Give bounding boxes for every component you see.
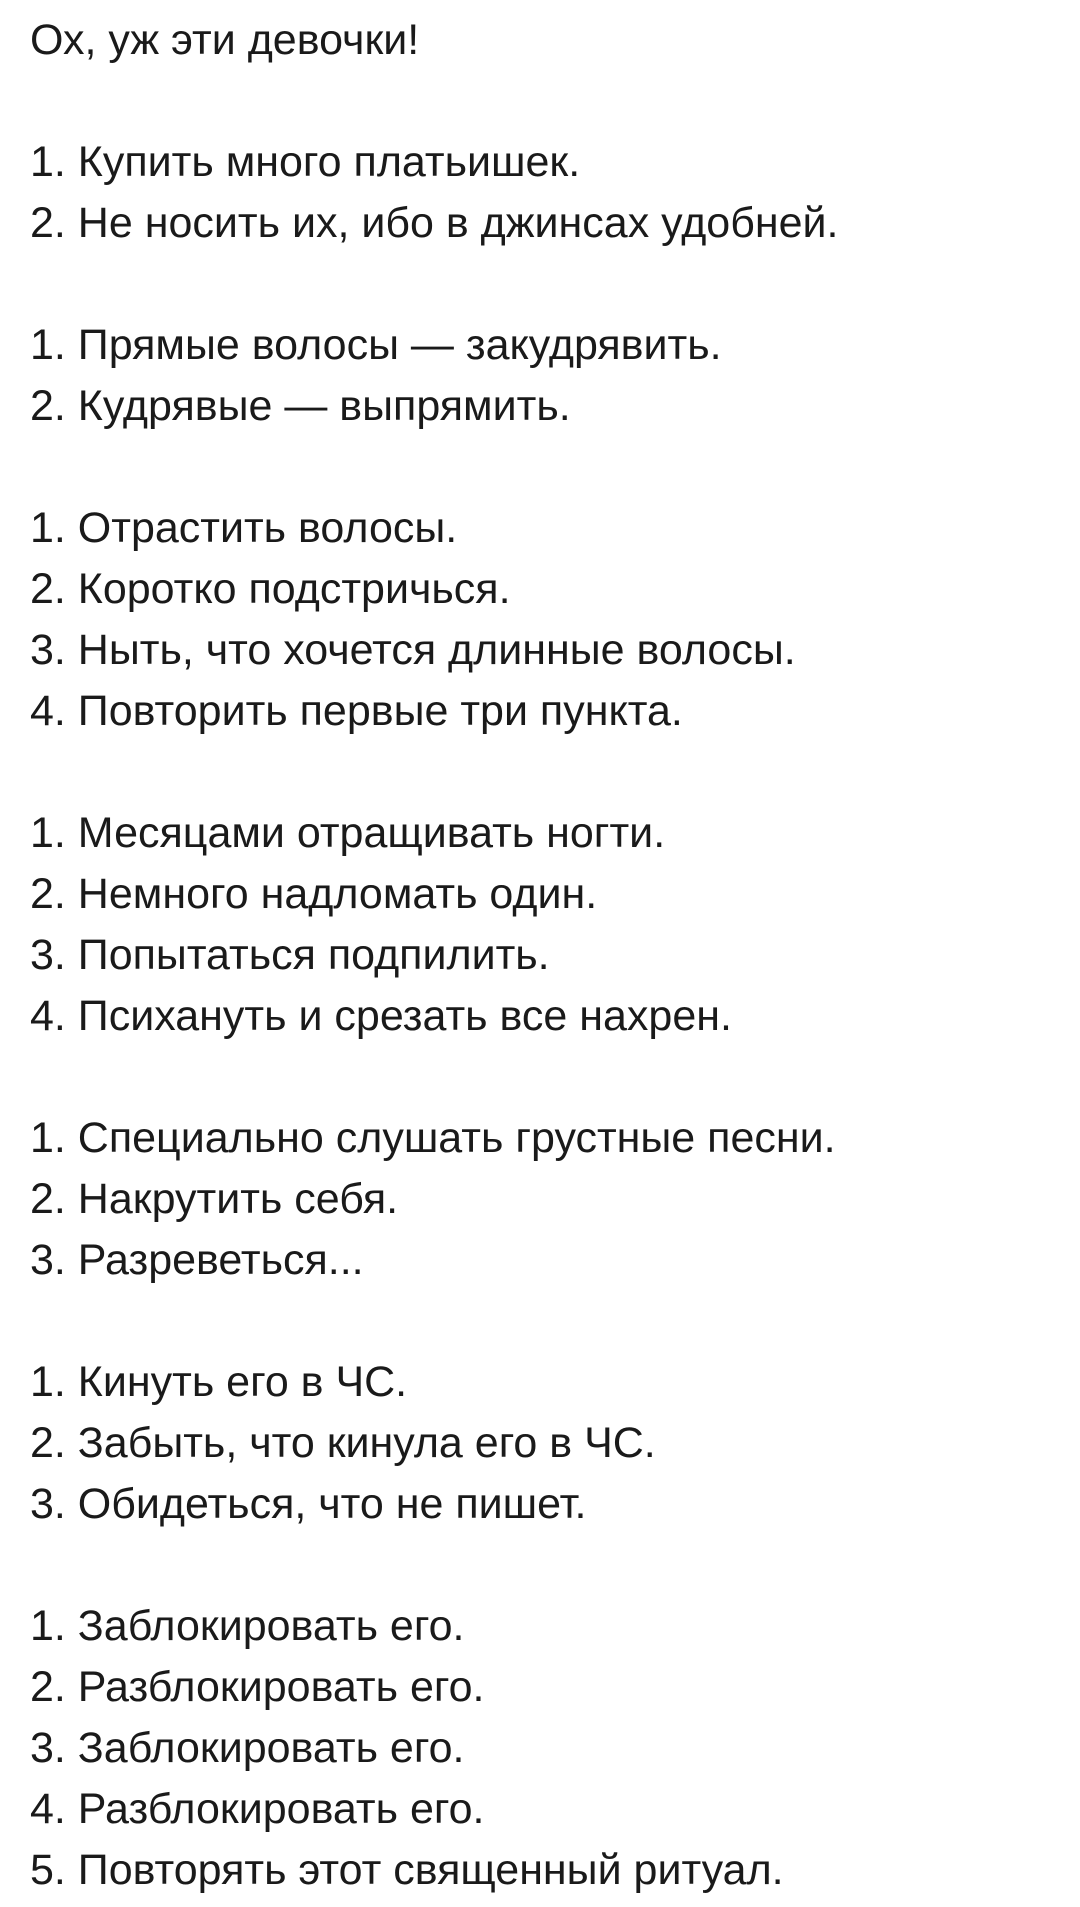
list-group-hair-length — [30, 498, 1060, 742]
list-item: 2. Забыть, что кинула его в ЧС. — [30, 1419, 656, 1467]
list-item: 4. Повторить первые три пункта. — [30, 687, 683, 735]
list-item: 4. Разблокировать его. — [30, 1785, 485, 1833]
list-item: 5. Повторять этот священный ритуал. — [30, 1846, 784, 1894]
list-item: 1. Прямые волосы — закудрявить. — [30, 321, 722, 369]
text-document — [30, 10, 1060, 1901]
list-item: 1. Отрастить волосы. — [30, 504, 458, 552]
list-item: 2. Немного надломать один. — [30, 870, 598, 918]
list-group-blacklist — [30, 1352, 1060, 1535]
list-item: 1. Заблокировать его. — [30, 1602, 465, 1650]
list-item: 4. Психануть и срезать все нахрен. — [30, 992, 732, 1040]
list-item: 3. Заблокировать его. — [30, 1724, 465, 1772]
list-item: 2. Кудрявые — выпрямить. — [30, 382, 571, 430]
list-item: 1. Специально слушать грустные песни. — [30, 1114, 836, 1162]
list-item: 3. Ныть, что хочется длинные волосы. — [30, 626, 796, 674]
list-group-nails — [30, 803, 1060, 1047]
list-item: 2. Не носить их, ибо в джинсах удобней. — [30, 199, 839, 247]
list-group-sad-songs — [30, 1108, 1060, 1291]
list-item: 2. Коротко подстричься. — [30, 565, 511, 613]
list-group-curls — [30, 315, 1060, 437]
list-item: 1. Месяцами отращивать ногти. — [30, 809, 666, 857]
list-item: 2. Разблокировать его. — [30, 1663, 485, 1711]
list-group-dresses — [30, 132, 1060, 254]
list-item: 3. Обидеться, что не пишет. — [30, 1480, 587, 1528]
list-item: 1. Купить много платьишек. — [30, 138, 581, 186]
document-title: Ох, уж эти девочки! — [30, 16, 420, 64]
list-group-block-ritual — [30, 1596, 1060, 1901]
list-item: 3. Попытаться подпилить. — [30, 931, 550, 979]
list-item: 1. Кинуть его в ЧС. — [30, 1358, 408, 1406]
list-item: 3. Разреветься... — [30, 1236, 364, 1284]
list-item: 2. Накрутить себя. — [30, 1175, 399, 1223]
